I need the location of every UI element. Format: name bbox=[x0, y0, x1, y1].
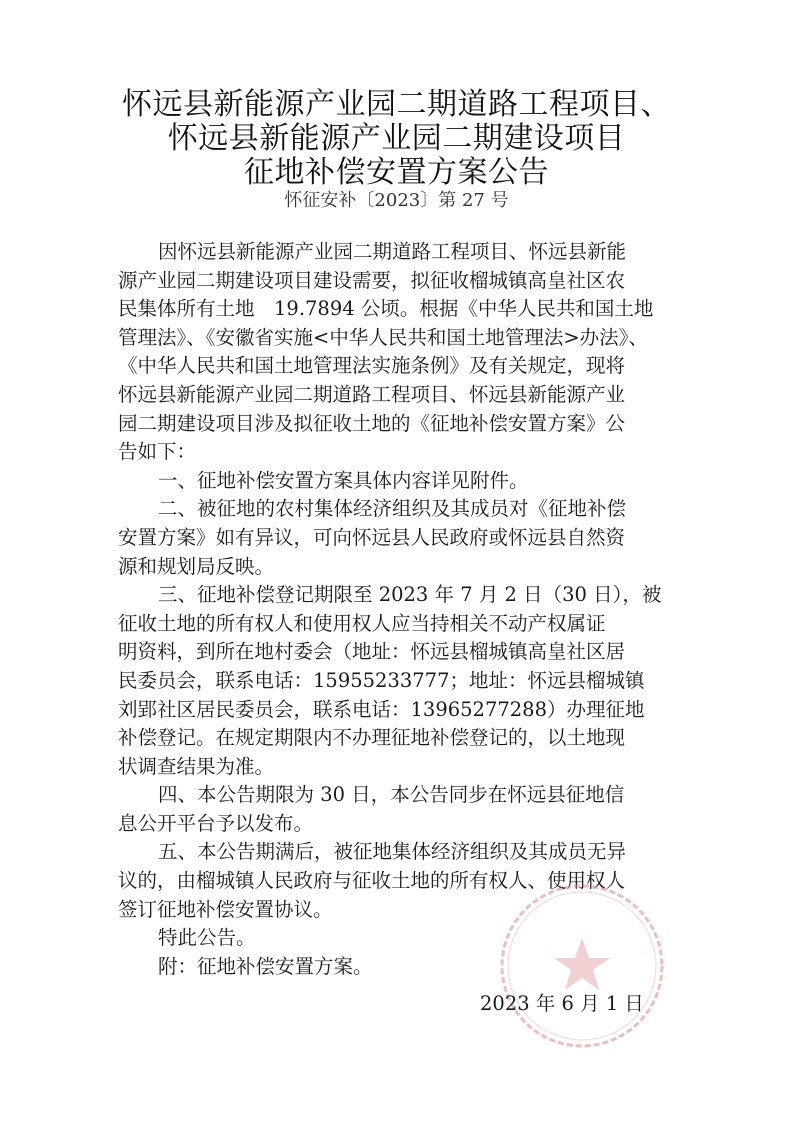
body-line: 管理法》、《安徽省实施<中华人民共和国土地管理法>办法》、 bbox=[118, 325, 648, 349]
body-line: 特此公告。 bbox=[158, 926, 256, 950]
body-line: 因怀远县新能源产业园二期道路工程项目、怀远县新能 bbox=[158, 240, 627, 263]
body-line: 附：征地补偿安置方案。 bbox=[158, 954, 373, 978]
title-line-2: 怀远县新能源产业园二期建设项目 bbox=[167, 121, 626, 156]
body-line: 议的，由榴城镇人民政府与征收土地的所有权人、使用权人 bbox=[118, 869, 626, 893]
document-number: 怀征安补〔2023〕第 27 号 bbox=[284, 190, 509, 211]
body-line: 签订征地补偿安置协议。 bbox=[118, 897, 333, 921]
body-line: 状调查结果为准。 bbox=[118, 754, 275, 778]
body-line: 明资料，到所在地村委会（地址：怀远县榴城镇高皇社区居 bbox=[118, 640, 626, 664]
body-line: 怀远县新能源产业园二期道路工程项目、怀远县新能源产业 bbox=[118, 382, 626, 406]
body-line: 告如下： bbox=[118, 440, 197, 464]
body-line: 三、征地补偿登记期限至 2023 年 7 月 2 日（30 日），被 bbox=[158, 583, 662, 607]
body-line: 补偿登记。在规定期限内不办理征地补偿登记的，以土地现 bbox=[118, 726, 626, 750]
body-line: 民集体所有土地 19.7894 公顷。根据《中华人民共和国土地 bbox=[118, 297, 654, 321]
body-line: 安置方案》如有异议，可向怀远县人民政府或怀远县自然资 bbox=[118, 525, 626, 549]
notice-body bbox=[118, 238, 684, 981]
seal-star-icon bbox=[554, 938, 610, 990]
issue-date: 2023 年 6 月 1 日 bbox=[480, 992, 644, 1015]
body-line: 征收土地的所有权人和使用权人应当持相关不动产权属证 bbox=[118, 611, 606, 635]
body-line: 一、征地补偿安置方案具体内容详见附件。 bbox=[158, 468, 529, 492]
body-line: 民委员会，联系电话：15955233777；地址：怀远县榴城镇 bbox=[118, 668, 645, 692]
body-line: 《中华人民共和国土地管理法实施条例》及有关规定，现将 bbox=[118, 354, 626, 378]
body-line: 园二期建设项目涉及拟征收土地的《征地补偿安置方案》公 bbox=[118, 411, 626, 435]
body-line: 息公开平台予以发布。 bbox=[118, 811, 314, 835]
official-seal bbox=[498, 882, 666, 1050]
body-line: 源和规划局反映。 bbox=[118, 554, 275, 578]
body-line: 五、本公告期满后，被征地集体经济组织及其成员无异 bbox=[158, 840, 627, 864]
title-line-1: 怀远县新能源产业园二期道路工程项目、 bbox=[122, 87, 671, 122]
title-line-3: 征地补偿安置方案公告 bbox=[244, 155, 549, 190]
body-line: 源产业园二期建设项目建设需要，拟征收榴城镇高皇社区农 bbox=[118, 268, 626, 292]
body-line: 二、被征地的农村集体经济组织及其成员对《征地补偿 bbox=[158, 497, 627, 521]
body-line: 刘郢社区居民委员会，联系电话：13965277288）办理征地 bbox=[118, 697, 645, 721]
body-line: 四、本公告期限为 30 日，本公告同步在怀远县征地信 bbox=[158, 783, 625, 807]
